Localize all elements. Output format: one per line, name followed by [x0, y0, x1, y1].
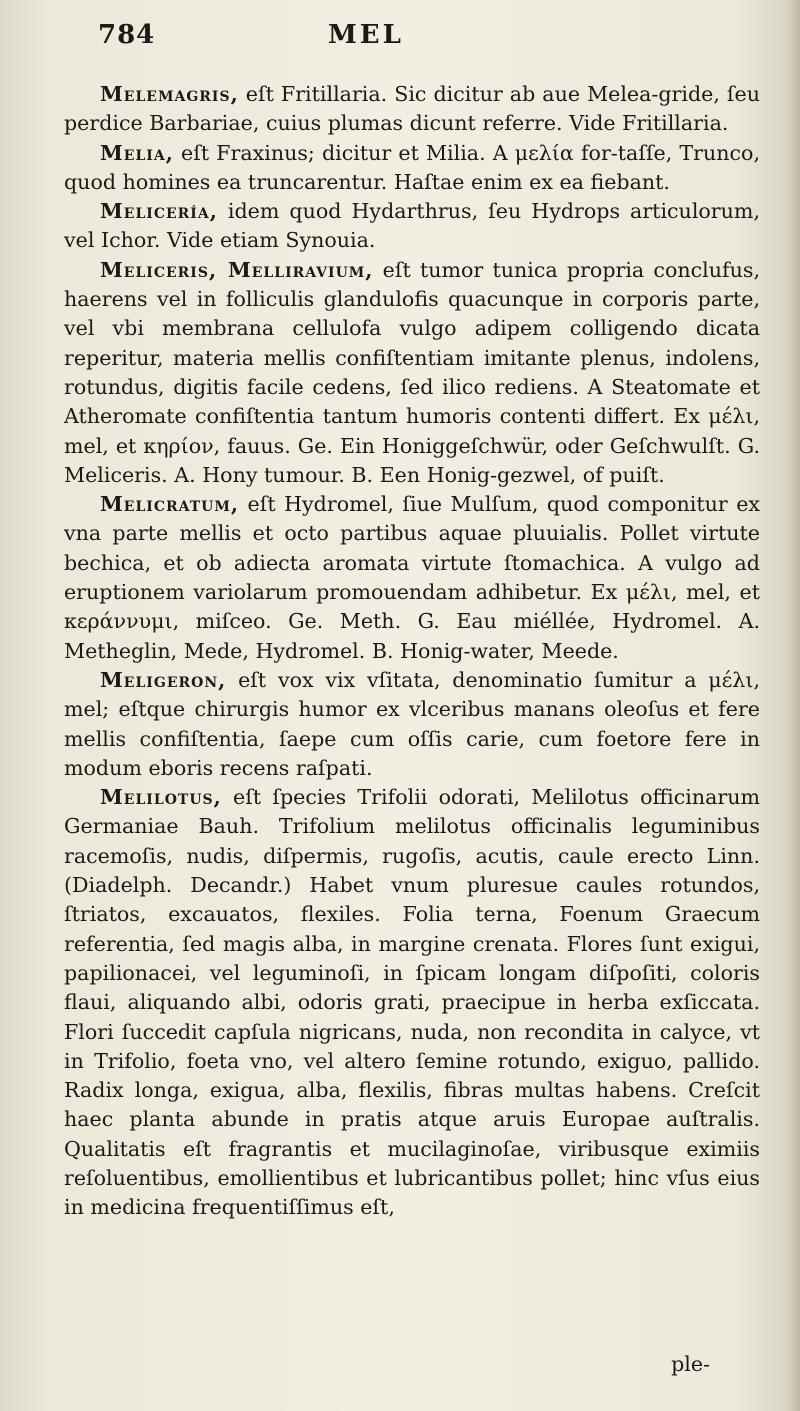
- running-head: MEL: [328, 20, 404, 50]
- entry-meligeron: [64, 666, 760, 783]
- entry-melia: [64, 139, 760, 198]
- dictionary-text: [64, 80, 760, 1223]
- entry-melicratum: [64, 490, 760, 666]
- entry-lemma: Melia,: [100, 140, 174, 165]
- entry-lemma: Melemagris,: [100, 82, 239, 106]
- entry-text: eſt vox vix vſitata, denominatio ſumitur a μέλι, mel; eſtque chirurgis humor ex vlceribus manans oleoſus et fere mellis confiſtentia, ſaepe cum oſſis carie, cum foetore fere in modum eboris recens raſpati.: [64, 667, 760, 780]
- entry-meliceris: [64, 256, 760, 490]
- entry-lemma: Melilotus,: [100, 785, 222, 810]
- entry-lemma: Melicería,: [100, 199, 218, 224]
- entry-meliceria: [64, 197, 760, 256]
- entry-lemma: Melicratum,: [100, 492, 240, 517]
- catchword: ple-: [671, 1352, 710, 1376]
- entry-lemma: Meliceris, Melliravium,: [100, 257, 374, 282]
- entry-text: eſt ſpecies Trifolii odorati, Melilotus officinarum Germaniae Bauh. Trifolium melilotus officinalis leguminibus racemoſis, nudis, diſpermis, rugoſis, acutis, caule erecto Linn. (Diadelph. Decandr.) Habet vnum pluresue caules rotundos, ſtriatos, excauatos, flexiles. Folia terna, Foenum Graecum referentia, ſed magis alba, in margine crenata. Flores ſunt exigui, papilionacei, vel leguminoſi, in ſpicam longam diſpoſiti, coloris flaui, aliquando albi, odoris grati, praecipue in herba exſiccata. Flori ſuccedit capſula nigricans, nuda, non recondita in calyce, vt in Trifolio, foeta vno, vel altero ſemine rotundo, exiguo, pallido. Radix longa, exigua, alba, flexilis, fibras multas habens. Creſcit haec planta abunde in pratis atque aruis Europae auſtralis. Qualitatis eſt fragrantis et mucilaginoſae, viribusque eximiis reſoluentibus, emollientibus et lubricantibus pollet; hinc vſus eius in medicina frequentiſſimus eſt,: [64, 785, 760, 1220]
- page-number: 784: [98, 20, 156, 50]
- page-header: [98, 20, 718, 60]
- entry-text: eſt Hydromel, ſiue Mulſum, quod componitur ex vna parte mellis et octo partibus aquae pluuialis. Pollet virtute bechica, et ob adiecta aromata virtute ſtomachica. A vulgo ad eruptionem variolarum promouendam adhibetur. Ex μέλι, mel, et κεράννυμι, miſceo. Ge. Meth. G. Eau miéllée, Hydromel. A. Metheglin, Mede, Hydromel. B. Honig-water, Meede.: [64, 492, 760, 663]
- entry-text: eſt Fritillaria. Sic dicitur ab aue Melea-gride, ſeu perdice Barbariae, cuius plumas dicunt referre. Vide Fritillaria.: [64, 82, 760, 136]
- entry-melemagris: [64, 80, 760, 139]
- entry-lemma: Meligeron,: [100, 667, 227, 692]
- page-edge-shadow: [786, 0, 800, 1411]
- entry-text: eſt tumor tunica propria conclufus, haerens vel in folliculis glandulofis quacunque in corporis parte, vel vbi membrana cellulofa vulgo adipem colligendo dicata reperitur, materia mellis confiſtentiam imitante plenus, indolens, rotundus, digitis facile cedens, ſed ilico rediens. A Steatomate et Atheromate confiſtentia tantum humoris contenti differt. Ex μέλι, mel, et κηρίον, fauus. Ge. Ein Honiggeſchwür, oder Geſchwulſt. G. Meliceris. A. Hony tumour. B. Een Honig-gezwel, of puiſt.: [64, 257, 760, 487]
- entry-melilotus: [64, 783, 760, 1222]
- entry-text: idem quod Hydarthrus, ſeu Hydrops articulorum, vel Ichor. Vide etiam Synouia.: [64, 199, 760, 253]
- entry-text: eſt Fraxinus; dicitur et Milia. A μελία for-taſſe, Trunco, quod homines ea truncarentur. Haſtae enim ex ea fiebant.: [64, 140, 760, 194]
